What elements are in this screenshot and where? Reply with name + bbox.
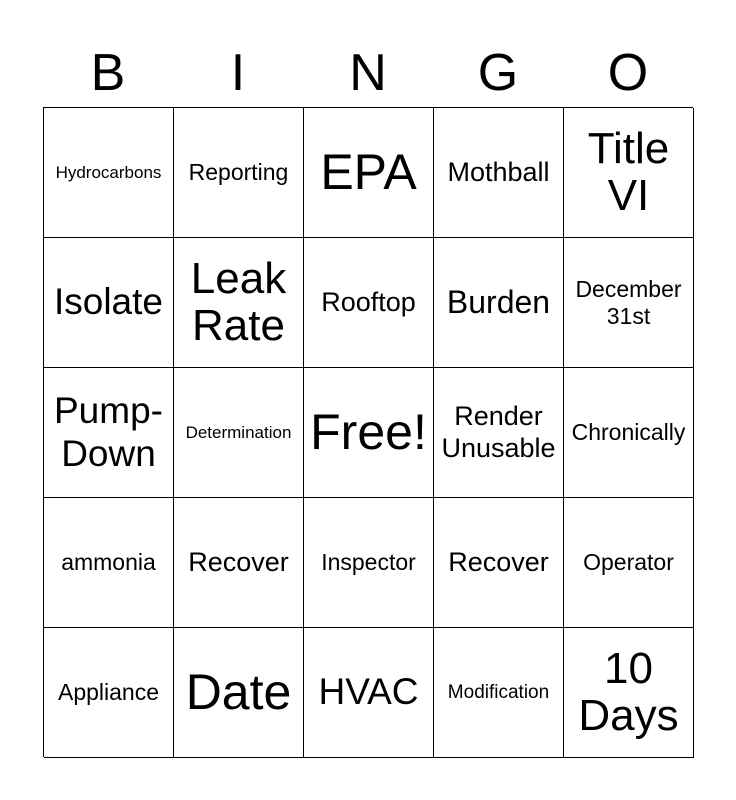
- bingo-cell[interactable]: December 31st: [564, 238, 694, 368]
- bingo-cell[interactable]: Leak Rate: [174, 238, 304, 368]
- bingo-cell[interactable]: Reporting: [174, 108, 304, 238]
- bingo-cell[interactable]: Modification: [434, 628, 564, 758]
- bingo-cell[interactable]: Recover: [174, 498, 304, 628]
- bingo-cell[interactable]: Operator: [564, 498, 694, 628]
- header-letter-g: G: [477, 44, 519, 102]
- header-letter-i: I: [230, 44, 246, 102]
- bingo-cell[interactable]: Date: [174, 628, 304, 758]
- bingo-board: [43, 107, 693, 757]
- bingo-cell[interactable]: Pump-Down: [44, 368, 174, 498]
- bingo-cell[interactable]: Rooftop: [304, 238, 434, 368]
- bingo-cell[interactable]: Chronically: [564, 368, 694, 498]
- header-letter-b: B: [90, 44, 126, 102]
- bingo-cell[interactable]: Burden: [434, 238, 564, 368]
- header-letter-o: O: [607, 44, 649, 102]
- bingo-cell[interactable]: Mothball: [434, 108, 564, 238]
- bingo-cell[interactable]: Hydrocarbons: [44, 108, 174, 238]
- bingo-cell[interactable]: Title VI: [564, 108, 694, 238]
- header-letter-n: N: [349, 44, 387, 102]
- bingo-cell[interactable]: Recover: [434, 498, 564, 628]
- bingo-cell[interactable]: ammonia: [44, 498, 174, 628]
- bingo-cell[interactable]: Determination: [174, 368, 304, 498]
- bingo-header: [43, 40, 693, 106]
- bingo-cell[interactable]: Appliance: [44, 628, 174, 758]
- bingo-cell[interactable]: Inspector: [304, 498, 434, 628]
- bingo-cell[interactable]: HVAC: [304, 628, 434, 758]
- bingo-cell[interactable]: EPA: [304, 108, 434, 238]
- bingo-cell[interactable]: 10 Days: [564, 628, 694, 758]
- bingo-cell[interactable]: Isolate: [44, 238, 174, 368]
- bingo-cell[interactable]: Render Unusable: [434, 368, 564, 498]
- free-space-cell[interactable]: Free!: [304, 368, 434, 498]
